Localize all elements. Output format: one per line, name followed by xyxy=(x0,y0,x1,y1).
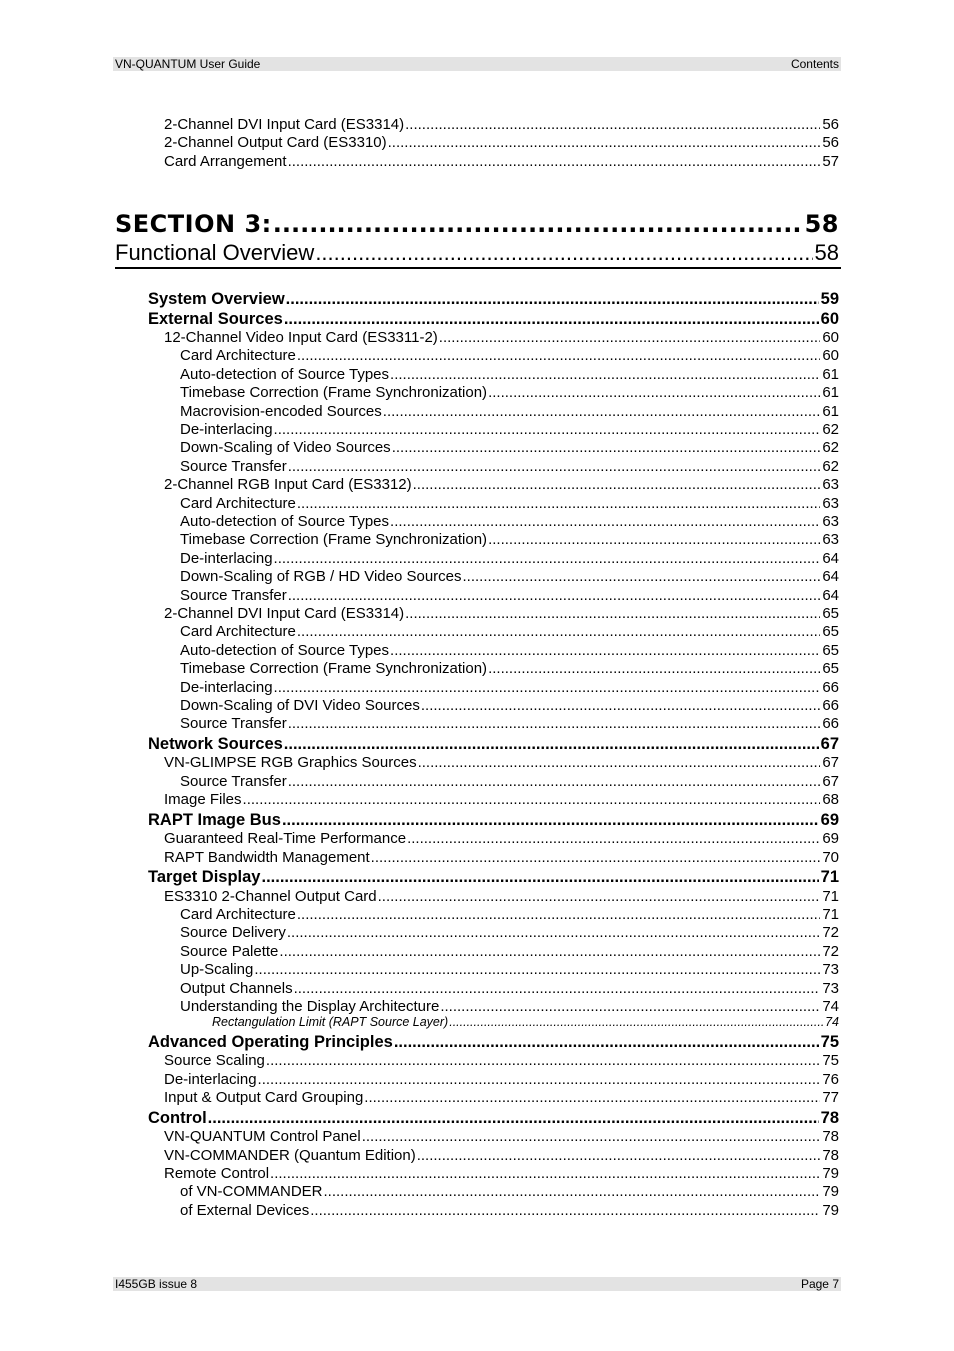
toc-entry[interactable] xyxy=(180,924,839,941)
toc-entry[interactable] xyxy=(164,134,839,151)
dot-leader xyxy=(288,153,821,170)
dot-leader xyxy=(254,961,820,978)
toc-entry-page-number: 62 xyxy=(822,439,839,456)
toc-entry[interactable] xyxy=(180,550,839,567)
dot-leader xyxy=(286,290,819,309)
toc-entry-label: Source Palette xyxy=(180,943,279,960)
dot-leader xyxy=(364,1089,820,1106)
toc-entry-label: Control xyxy=(148,1109,207,1127)
dot-leader xyxy=(288,458,821,475)
toc-entry-label: Output Channels xyxy=(180,980,293,997)
dot-leader xyxy=(390,366,820,383)
toc-entry-page-number: 79 xyxy=(822,1183,839,1200)
toc-entry-page-number: 63 xyxy=(822,513,839,530)
dot-leader xyxy=(488,531,820,548)
toc-entry[interactable] xyxy=(164,1089,839,1106)
section-page-number: 58 xyxy=(804,210,839,238)
toc-entry-label: De-interlacing xyxy=(180,421,273,438)
toc-entry-label: Source Transfer xyxy=(180,773,287,790)
toc-section-heading[interactable] xyxy=(115,210,839,238)
dot-leader xyxy=(407,830,820,847)
dot-leader xyxy=(413,476,821,493)
toc-entry-label: Source Transfer xyxy=(180,458,287,475)
toc-entry-label: Auto-detection of Source Types xyxy=(180,642,390,659)
toc-entry-page-number: 67 xyxy=(820,735,839,753)
toc-entry-label: Card Architecture xyxy=(180,906,296,923)
toc-entry-label: Timebase Correction (Frame Synchronization) xyxy=(180,660,488,677)
toc-entry-page-number: 69 xyxy=(820,811,839,829)
toc-entry-label: VN-GLIMPSE RGB Graphics Sources xyxy=(164,754,417,771)
dot-leader xyxy=(266,1052,820,1069)
toc-entry-label: Source Transfer xyxy=(180,587,287,604)
toc-entry-label: Down-Scaling of DVI Video Sources xyxy=(180,697,420,714)
dot-leader xyxy=(324,1183,821,1200)
toc-entry-page-number: 57 xyxy=(822,153,839,170)
toc-entry-page-number: 69 xyxy=(822,830,839,847)
toc-entry-page-number: 71 xyxy=(822,888,839,905)
toc-entry[interactable] xyxy=(180,1183,839,1200)
toc-entry-page-number: 56 xyxy=(822,116,839,133)
dot-leader xyxy=(243,791,821,808)
toc-entry-label: Down-Scaling of Video Sources xyxy=(180,439,391,456)
toc-entry[interactable] xyxy=(180,998,839,1015)
toc-entry-label: Rectangulation Limit (RAPT Source Layer) xyxy=(212,1015,449,1029)
toc-entry-page-number: 67 xyxy=(822,754,839,771)
toc-entry-label: Source Transfer xyxy=(180,715,287,732)
toc-entry-page-number: 66 xyxy=(822,697,839,714)
dot-leader xyxy=(273,210,803,238)
toc-entry-page-number: 70 xyxy=(822,849,839,866)
toc-entry-label: Guaranteed Real-Time Performance xyxy=(164,830,407,847)
toc-entry-label: De-interlacing xyxy=(180,679,273,696)
toc-entry-label: Down-Scaling of RGB / HD Video Sources xyxy=(180,568,462,585)
toc-entry-page-number: 60 xyxy=(820,310,839,328)
dot-leader xyxy=(378,888,821,905)
toc-entry[interactable] xyxy=(148,811,839,830)
toc-entry-label: Source Delivery xyxy=(180,924,286,941)
chapter-page-number: 58 xyxy=(814,240,839,265)
dot-leader xyxy=(488,384,820,401)
toc-entry-page-number: 71 xyxy=(822,906,839,923)
toc-entry[interactable] xyxy=(180,495,839,512)
toc-entry-page-number: 61 xyxy=(822,384,839,401)
toc-entry[interactable] xyxy=(164,476,839,493)
section-label: SECTION 3: xyxy=(115,210,272,238)
toc-entry[interactable] xyxy=(164,1128,839,1145)
toc-entry-label: 2-Channel Output Card (ES3310) xyxy=(164,134,387,151)
toc-entry[interactable] xyxy=(180,384,839,401)
toc-entry[interactable] xyxy=(180,347,839,364)
toc-entry[interactable] xyxy=(164,1147,839,1164)
footer-page-number: Page 7 xyxy=(800,1277,839,1291)
toc-entry-page-number: 65 xyxy=(822,642,839,659)
toc-entry-label: De-interlacing xyxy=(164,1071,257,1088)
toc-entry-page-number: 64 xyxy=(822,568,839,585)
toc-entry-page-number: 78 xyxy=(822,1128,839,1145)
toc-entry-label: Image Files xyxy=(164,791,242,808)
dot-leader xyxy=(488,660,820,677)
toc-entry-page-number: 66 xyxy=(822,679,839,696)
toc-entry[interactable] xyxy=(148,310,839,329)
toc-entry[interactable] xyxy=(164,1052,839,1069)
toc-entry[interactable] xyxy=(180,439,839,456)
toc-entry[interactable] xyxy=(180,642,839,659)
toc-entry-label: of External Devices xyxy=(180,1202,310,1219)
toc-entry[interactable] xyxy=(180,906,839,923)
toc-entry-page-number: 61 xyxy=(822,366,839,383)
toc-entry-page-number: 73 xyxy=(822,980,839,997)
toc-entry-label: Up-Scaling xyxy=(180,961,254,978)
toc-entry-page-number: 74 xyxy=(825,1015,839,1029)
toc-entry[interactable] xyxy=(180,458,839,475)
dot-leader xyxy=(274,679,821,696)
toc-chapter-heading[interactable] xyxy=(115,240,839,266)
toc-entry-label: Card Architecture xyxy=(180,495,296,512)
toc-entry[interactable] xyxy=(164,605,839,622)
toc-entry-label: Card Architecture xyxy=(180,347,296,364)
toc-entry[interactable] xyxy=(180,403,839,420)
toc-entry-page-number: 64 xyxy=(822,550,839,567)
toc-entry[interactable] xyxy=(148,290,839,309)
dot-leader xyxy=(274,421,821,438)
toc-entry-page-number: 63 xyxy=(822,531,839,548)
dot-leader xyxy=(463,568,821,585)
toc-entry-page-number: 79 xyxy=(822,1202,839,1219)
toc-entry[interactable] xyxy=(180,587,839,604)
dot-leader xyxy=(287,924,820,941)
toc-entry-label: Network Sources xyxy=(148,735,283,753)
dot-leader xyxy=(279,943,820,960)
toc-entry-page-number: 62 xyxy=(822,458,839,475)
toc-entry[interactable] xyxy=(148,868,839,887)
dot-leader xyxy=(371,849,821,866)
toc-entry-page-number: 64 xyxy=(822,587,839,604)
toc-entry-label: Remote Control xyxy=(164,1165,270,1182)
toc-entry[interactable] xyxy=(148,735,839,754)
page-header xyxy=(113,57,841,71)
toc-entry-label: Input & Output Card Grouping xyxy=(164,1089,364,1106)
toc-entry-label: Advanced Operating Principles xyxy=(148,1033,393,1051)
dot-leader xyxy=(284,735,819,754)
dot-leader xyxy=(449,1015,823,1029)
toc-entry-page-number: 60 xyxy=(822,347,839,364)
dot-leader xyxy=(270,1165,820,1182)
dot-leader xyxy=(315,240,812,266)
toc-entry-label: of VN-COMMANDER xyxy=(180,1183,323,1200)
toc-entry-label: Card Architecture xyxy=(180,623,296,640)
toc-entry-page-number: 61 xyxy=(822,403,839,420)
toc-entry-page-number: 76 xyxy=(822,1071,839,1088)
dot-leader xyxy=(297,495,820,512)
toc-entry[interactable] xyxy=(164,791,839,808)
toc-entry-label: 2-Channel RGB Input Card (ES3312) xyxy=(164,476,412,493)
toc-entry-page-number: 72 xyxy=(822,943,839,960)
header-doc-title: VN-QUANTUM User Guide xyxy=(115,57,261,71)
toc-entry-page-number: 65 xyxy=(822,660,839,677)
toc-entry-label: Target Display xyxy=(148,868,261,886)
toc-entry-page-number: 73 xyxy=(822,961,839,978)
toc-entry-page-number: 79 xyxy=(822,1165,839,1182)
dot-leader xyxy=(261,868,818,887)
toc-entry[interactable] xyxy=(180,961,839,978)
toc-entry-page-number: 65 xyxy=(822,605,839,622)
dot-leader xyxy=(405,605,820,622)
toc-entry-page-number: 56 xyxy=(822,134,839,151)
toc-entry[interactable] xyxy=(180,980,839,997)
toc-entry-label: Timebase Correction (Frame Synchronization) xyxy=(180,384,488,401)
toc-entry[interactable] xyxy=(148,1033,839,1052)
toc-entry-label: 2-Channel DVI Input Card (ES3314) xyxy=(164,116,405,133)
toc-entry[interactable] xyxy=(164,153,839,170)
toc-entry[interactable] xyxy=(164,754,839,771)
toc-entry-label: Understanding the Display Architecture xyxy=(180,998,440,1015)
dot-leader xyxy=(294,980,821,997)
toc-entry[interactable] xyxy=(180,531,839,548)
footer-issue: I455GB issue 8 xyxy=(115,1277,198,1291)
dot-leader xyxy=(282,811,819,830)
toc-entry[interactable] xyxy=(180,513,839,530)
toc-entry-label: Auto-detection of Source Types xyxy=(180,366,390,383)
toc-entry-label: 2-Channel DVI Input Card (ES3314) xyxy=(164,605,405,622)
dot-leader xyxy=(288,587,821,604)
dot-leader xyxy=(383,403,821,420)
dot-leader xyxy=(390,513,820,530)
toc-entry[interactable] xyxy=(164,888,839,905)
dot-leader xyxy=(258,1071,821,1088)
toc-entry-page-number: 75 xyxy=(820,1033,839,1051)
toc-entry-page-number: 60 xyxy=(822,329,839,346)
toc-entry[interactable] xyxy=(164,1071,839,1088)
dot-leader xyxy=(288,715,821,732)
toc-entry-page-number: 72 xyxy=(822,924,839,941)
toc-entry-label: VN-QUANTUM Control Panel xyxy=(164,1128,361,1145)
toc-entry-label: ES3310 2-Channel Output Card xyxy=(164,888,377,905)
dot-leader xyxy=(388,134,821,151)
page-footer xyxy=(113,1277,841,1291)
dot-leader xyxy=(421,697,820,714)
toc-entry[interactable] xyxy=(164,849,839,866)
toc-entry[interactable] xyxy=(164,116,839,133)
toc-entry-page-number: 66 xyxy=(822,715,839,732)
dot-leader xyxy=(208,1109,819,1128)
dot-leader xyxy=(362,1128,821,1145)
toc-entry[interactable] xyxy=(180,623,839,640)
dot-leader xyxy=(297,347,820,364)
toc-entry-page-number: 63 xyxy=(822,495,839,512)
dot-leader xyxy=(439,329,821,346)
toc-entry[interactable] xyxy=(180,679,839,696)
toc-entry-page-number: 78 xyxy=(822,1147,839,1164)
toc-entry-label: RAPT Bandwidth Management xyxy=(164,849,370,866)
chapter-underline xyxy=(115,267,841,269)
toc-entry[interactable] xyxy=(180,366,839,383)
toc-entry[interactable] xyxy=(164,329,839,346)
toc-entry[interactable] xyxy=(180,715,839,732)
dot-leader xyxy=(310,1202,820,1219)
toc-entry-page-number: 59 xyxy=(820,290,839,308)
dot-leader xyxy=(297,906,820,923)
toc-entry-label: Timebase Correction (Frame Synchronization) xyxy=(180,531,488,548)
toc-entry[interactable] xyxy=(180,943,839,960)
toc-entry-label: Auto-detection of Source Types xyxy=(180,513,390,530)
toc-entry-label: External Sources xyxy=(148,310,283,328)
dot-leader xyxy=(288,773,821,790)
chapter-label: Functional Overview xyxy=(115,240,315,265)
toc-entry-page-number: 75 xyxy=(822,1052,839,1069)
toc-entry[interactable] xyxy=(148,1109,839,1128)
dot-leader xyxy=(440,998,820,1015)
dot-leader xyxy=(418,754,821,771)
dot-leader xyxy=(297,623,820,640)
header-section-name: Contents xyxy=(790,57,839,71)
toc-entry[interactable] xyxy=(164,830,839,847)
dot-leader xyxy=(274,550,821,567)
toc-entry-page-number: 74 xyxy=(822,998,839,1015)
toc-entry-page-number: 78 xyxy=(820,1109,839,1127)
toc-entry-label: Card Arrangement xyxy=(164,153,287,170)
toc-entry-label: Source Scaling xyxy=(164,1052,265,1069)
toc-entry-page-number: 71 xyxy=(820,868,839,886)
toc-entry[interactable] xyxy=(180,421,839,438)
toc-entry-label: De-interlacing xyxy=(180,550,273,567)
toc-entry-page-number: 62 xyxy=(822,421,839,438)
toc-entry[interactable] xyxy=(180,1202,839,1219)
toc-entry[interactable] xyxy=(180,568,839,585)
toc-entry[interactable] xyxy=(180,697,839,714)
toc-entry-page-number: 68 xyxy=(822,791,839,808)
dot-leader xyxy=(394,1033,819,1052)
toc-entry-label: VN-COMMANDER (Quantum Edition) xyxy=(164,1147,416,1164)
toc-entry-page-number: 65 xyxy=(822,623,839,640)
dot-leader xyxy=(392,439,821,456)
toc-entry-label: 12-Channel Video Input Card (ES3311-2) xyxy=(164,329,438,346)
dot-leader xyxy=(405,116,820,133)
toc-entry-label: System Overview xyxy=(148,290,285,308)
toc-entry-page-number: 77 xyxy=(822,1089,839,1106)
toc-entry-page-number: 63 xyxy=(822,476,839,493)
toc-entry[interactable] xyxy=(212,1015,839,1029)
toc-entry[interactable] xyxy=(180,773,839,790)
dot-leader xyxy=(284,310,819,329)
toc-entry[interactable] xyxy=(164,1165,839,1182)
toc-entry-label: RAPT Image Bus xyxy=(148,811,281,829)
toc-entry-page-number: 67 xyxy=(822,773,839,790)
dot-leader xyxy=(417,1147,821,1164)
dot-leader xyxy=(390,642,820,659)
toc-entry-label: Macrovision-encoded Sources xyxy=(180,403,382,420)
toc-entry[interactable] xyxy=(180,660,839,677)
